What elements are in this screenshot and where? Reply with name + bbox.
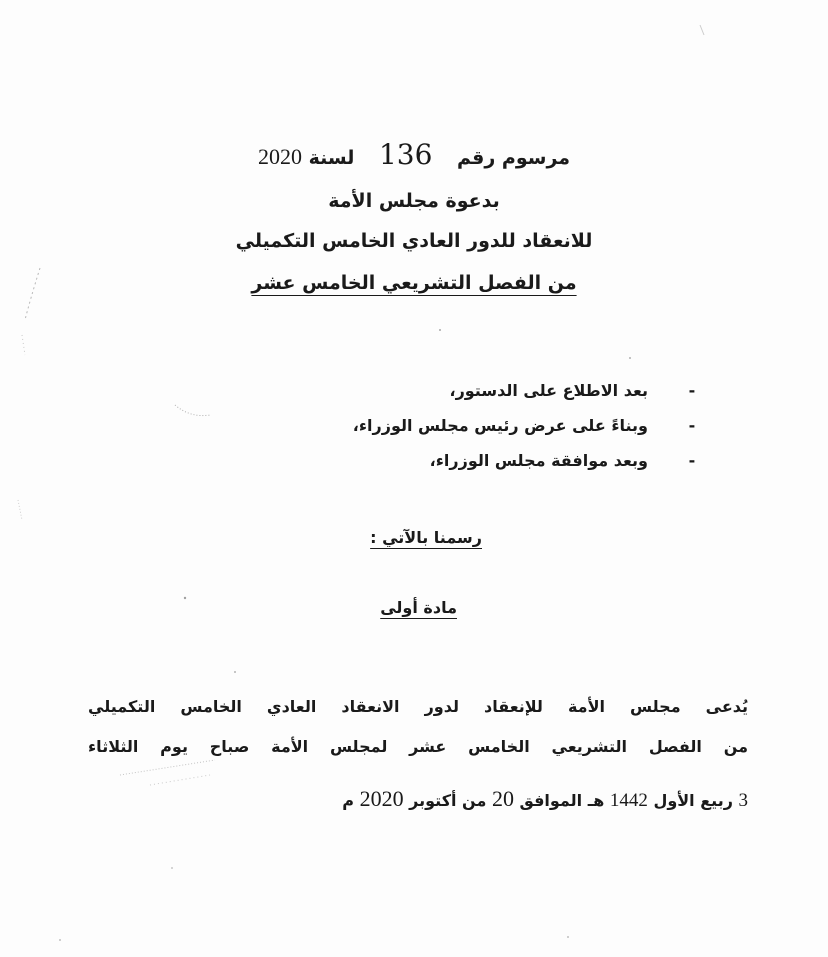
- article-body-line-3: [88, 788, 748, 812]
- hijri-year: 1442: [609, 790, 648, 811]
- preamble-item-text: وبعد موافقة مجلس الوزراء،: [429, 451, 648, 470]
- bullet-dash: -: [688, 381, 696, 400]
- decree-subtitle-1: بدعوة مجلس الأمة: [328, 190, 500, 212]
- bullet-dash: -: [688, 416, 696, 435]
- gregorian-day: 20: [491, 786, 514, 811]
- preamble-item-text: وبناءً على عرض رئيس مجلس الوزراء،: [352, 416, 648, 435]
- article-heading: مادة أولى: [380, 598, 457, 617]
- decree-title-prefix: مرسوم رقم: [457, 147, 571, 169]
- hijri-month: ربيع الأول: [653, 791, 733, 810]
- decree-year-label: لسنة: [308, 147, 355, 169]
- preamble-list: [198, 379, 698, 484]
- decree-subtitle-3: من الفصل التشريعي الخامس عشر: [251, 272, 577, 294]
- decree-subtitle-3-wrap: [0, 270, 828, 296]
- hijri-suffix: هـ الموافق: [519, 791, 605, 810]
- article-body-line-1: يُدعى مجلس الأمة للإنعقاد لدور الانعقاد العادي الخامس التكميلي: [88, 697, 748, 716]
- preamble-item-text: بعد الاطلاع على الدستور،: [449, 381, 648, 400]
- preamble-item: [198, 379, 698, 414]
- decreed-heading: رسمنا بالآتي :: [370, 528, 482, 547]
- decree-year: 2020: [257, 144, 302, 169]
- decree-number: 136: [378, 138, 433, 171]
- preamble-item: [198, 414, 698, 449]
- decree-title: [0, 138, 828, 171]
- article-body-line-2: من الفصل التشريعي الخامس عشر لمجلس الأمة صباح يوم الثلاثاء: [88, 737, 748, 756]
- bullet-dash: -: [688, 451, 696, 470]
- preamble-item: [198, 449, 698, 484]
- gregorian-suffix: م: [342, 791, 355, 810]
- gregorian-month: من أكتوبر: [409, 791, 487, 810]
- gregorian-year: 2020: [359, 786, 404, 811]
- hijri-day: 3: [738, 790, 748, 811]
- decree-subtitle-2: للانعقاد للدور العادي الخامس التكميلي: [235, 230, 593, 252]
